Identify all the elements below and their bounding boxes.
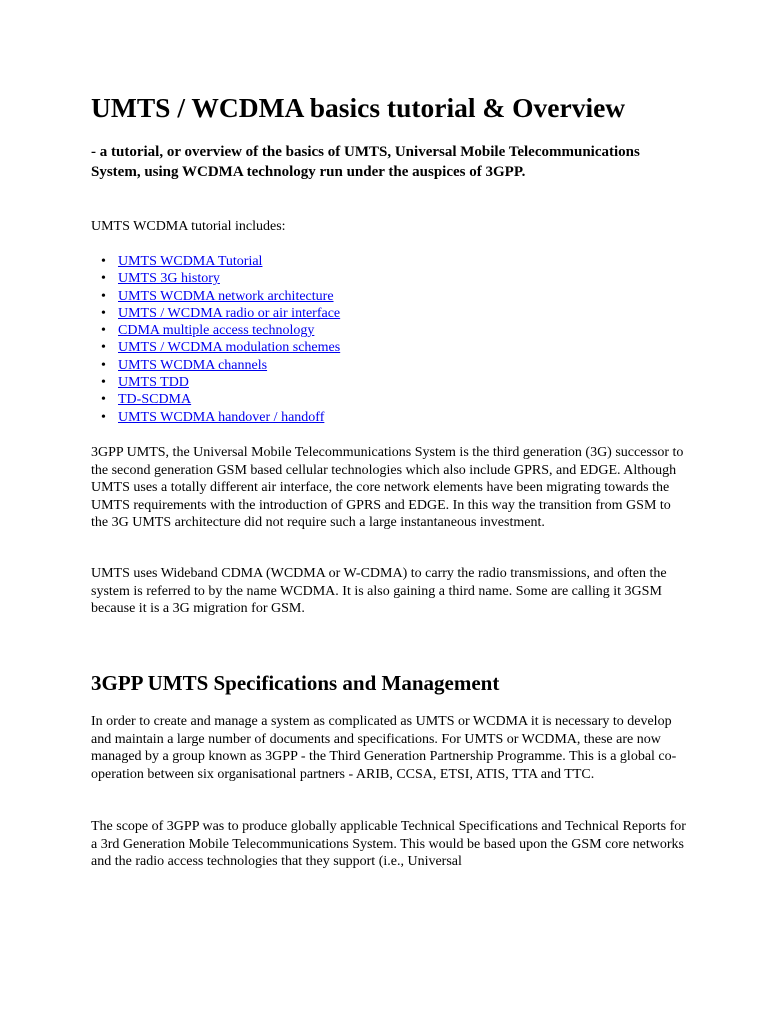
- bullet-icon: •: [101, 323, 106, 339]
- section-heading: 3GPP UMTS Specifications and Management: [91, 671, 500, 695]
- paragraph-umts-overview: 3GPP UMTS, the Universal Mobile Telecommunications System is the third generation (3G) successor to the second generation GSM based cellular technologies which also include GPRS, and EDGE. Although UMTS uses a totally different air interface, the core network elements have been migrating towards the UMTS requirements with the introduction of GPRS and EDGE. In this way the transition from GSM to the 3G UMTS architecture did not require such a large instantaneous investment.: [91, 445, 684, 530]
- bullet-icon: •: [101, 357, 106, 373]
- toc-item: [101, 391, 340, 408]
- toc-intro: UMTS WCDMA tutorial includes:: [91, 219, 286, 234]
- toc-link-air-interface[interactable]: UMTS / WCDMA radio or air interface: [118, 305, 341, 321]
- toc-item: [101, 253, 340, 270]
- toc-item: [101, 305, 340, 322]
- toc-item: [101, 322, 340, 339]
- toc-link-wcdma-channels[interactable]: UMTS WCDMA channels: [118, 357, 268, 373]
- toc-list: [101, 253, 340, 426]
- toc-link-modulation-schemes[interactable]: UMTS / WCDMA modulation schemes: [118, 340, 341, 356]
- bullet-icon: •: [101, 340, 106, 356]
- paragraph-3gpp-management: In order to create and manage a system as complicated as UMTS or WCDMA it is necessary to develop and maintain a large number of documents and specifications. For UMTS or WCDMA, these are now managed by a group known as 3GPP - the Third Generation Partnership Programme. This is a global co-operation between six organisational partners - ARIB, CCSA, ETSI, ATIS, TTA and TTC.: [91, 714, 677, 782]
- toc-link-umts-wcdma-tutorial[interactable]: UMTS WCDMA Tutorial: [118, 254, 263, 269]
- page-subtitle: - a tutorial, or overview of the basics of UMTS, Universal Mobile Telecommunications System, using WCDMA technology run under the auspices of 3GPP.: [91, 144, 640, 180]
- bullet-icon: •: [101, 375, 106, 391]
- toc-link-network-architecture[interactable]: UMTS WCDMA network architecture: [118, 288, 334, 304]
- toc-link-umts-3g-history[interactable]: UMTS 3G history: [118, 271, 220, 287]
- paragraph-3gpp-scope: The scope of 3GPP was to produce globally applicable Technical Specifications and Technical Reports for a 3rd Generation Mobile Telecommunications System. This would be based upon the GSM core networks and the radio access technologies that they support (i.e., Universal: [91, 819, 686, 869]
- toc-link-umts-tdd[interactable]: UMTS TDD: [118, 375, 189, 391]
- bullet-icon: •: [101, 392, 106, 408]
- toc-link-cdma-multiple-access[interactable]: CDMA multiple access technology: [118, 323, 315, 339]
- toc-link-handover[interactable]: UMTS WCDMA handover / handoff: [118, 409, 325, 425]
- bullet-icon: •: [101, 305, 106, 321]
- bullet-icon: •: [101, 409, 106, 425]
- toc-item: [101, 339, 340, 356]
- bullet-icon: •: [101, 254, 106, 269]
- page-title: UMTS / WCDMA basics tutorial & Overview: [91, 92, 626, 123]
- paragraph-wcdma: UMTS uses Wideband CDMA (WCDMA or W-CDMA) to carry the radio transmissions, and often the system is referred to by the name WCDMA. It is also gaining a third name. Some are calling it 3GSM because it is a 3G migration for GSM.: [91, 566, 667, 616]
- toc-item: [101, 270, 340, 287]
- bullet-icon: •: [101, 271, 106, 287]
- toc-item: [101, 357, 340, 374]
- toc-item: [101, 374, 340, 391]
- bullet-icon: •: [101, 288, 106, 304]
- toc-item: [101, 288, 340, 305]
- toc-link-td-scdma[interactable]: TD-SCDMA: [118, 392, 192, 408]
- toc-item: [101, 409, 340, 426]
